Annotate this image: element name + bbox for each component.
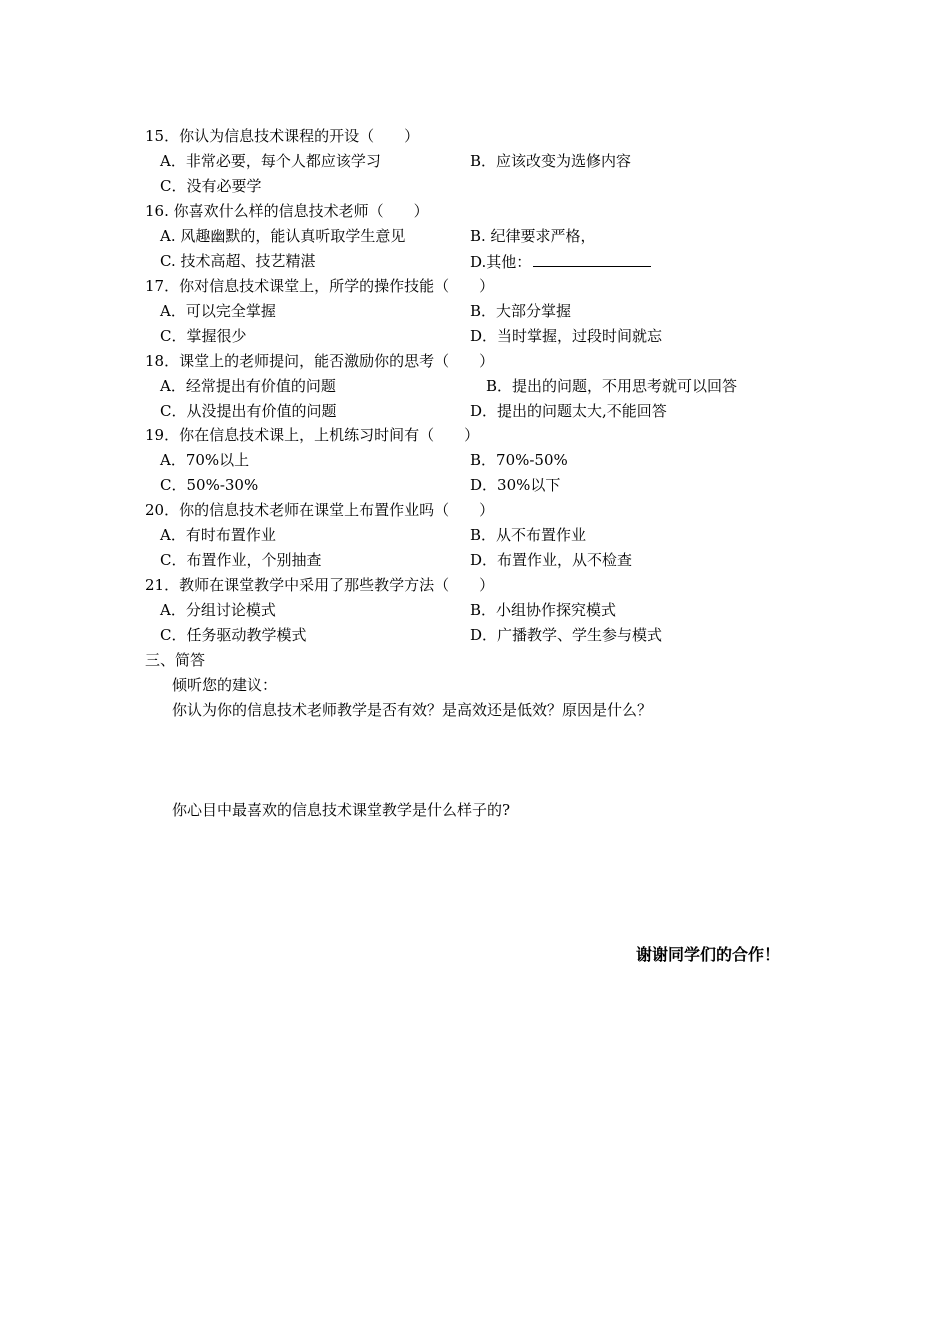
question-21-option-a: A．分组讨论模式: [160, 601, 276, 619]
question-16-option-a: A. 风趣幽默的，能认真听取学生意见: [160, 227, 406, 245]
closing-thanks: 谢谢同学们的合作！: [636, 945, 781, 964]
question-20: 20．你的信息技术老师在课堂上布置作业吗（ ）: [145, 501, 495, 519]
question-17-option-d: D．当时掌握，过段时间就忘: [470, 327, 663, 345]
question-19-option-c: C．50%-30%: [160, 476, 259, 494]
fill-in-blank-line[interactable]: [533, 251, 651, 267]
question-18-option-b: B．提出的问题，不用思考就可以回答: [486, 377, 738, 395]
question-21-option-b: B．小组协作探究模式: [470, 601, 617, 619]
question-17-option-a: A．可以完全掌握: [160, 302, 276, 320]
question-16-option-d-label: D.其他：: [470, 253, 532, 271]
question-15-option-c: C．没有必要学: [160, 177, 262, 195]
question-16: 16. 你喜欢什么样的信息技术老师（ ）: [145, 202, 429, 220]
question-17-option-b: B．大部分掌握: [470, 302, 572, 320]
question-19-option-b: B．70%-50%: [470, 451, 568, 469]
question-20-option-d: D．布置作业，从不检查: [470, 551, 633, 569]
short-answer-prompt-2: 你心目中最喜欢的信息技术课堂教学是什么样子的?: [172, 801, 511, 819]
question-17: 17．你对信息技术课堂上，所学的操作技能（ ）: [145, 277, 495, 295]
question-16-option-b: B. 纪律要求严格，: [470, 227, 596, 245]
question-18-option-c: C．从没提出有价值的问题: [160, 402, 337, 420]
question-21-option-d: D．广播教学、学生参与模式: [470, 626, 663, 644]
question-15-option-a: A．非常必要，每个人都应该学习: [160, 152, 381, 170]
question-19-option-a: A．70%以上: [160, 451, 250, 469]
section-heading: 三、简答: [145, 651, 206, 669]
short-answer-prompt-1: 你认为你的信息技术老师教学是否有效？是高效还是低效？原因是什么？: [172, 701, 653, 719]
question-21: 21．教师在课堂教学中采用了那些教学方法（ ）: [145, 576, 495, 594]
question-18-option-d: D．提出的问题太大,不能回答: [470, 402, 667, 420]
question-20-option-a: A．有时布置作业: [160, 526, 276, 544]
question-19-option-d: D．30%以下: [470, 476, 561, 494]
question-16-option-d: [470, 251, 651, 271]
question-18: 18．课堂上的老师提问，能否激励你的思考（ ）: [145, 352, 495, 370]
question-20-option-c: C．布置作业，个别抽查: [160, 551, 322, 569]
question-18-option-a: A．经常提出有价值的问题: [160, 377, 336, 395]
question-17-option-c: C．掌握很少: [160, 327, 247, 345]
question-21-option-c: C．任务驱动教学模式: [160, 626, 307, 644]
question-16-option-c: C. 技术高超、技艺精湛: [160, 252, 316, 270]
question-15: 15．你认为信息技术课程的开设（ ）: [145, 127, 420, 145]
section-intro: 倾听您的建议：: [172, 676, 278, 694]
question-15-option-b: B．应该改变为选修内容: [470, 152, 632, 170]
question-19: 19．你在信息技术课上，上机练习时间有（ ）: [145, 426, 480, 444]
question-20-option-b: B．从不布置作业: [470, 526, 587, 544]
